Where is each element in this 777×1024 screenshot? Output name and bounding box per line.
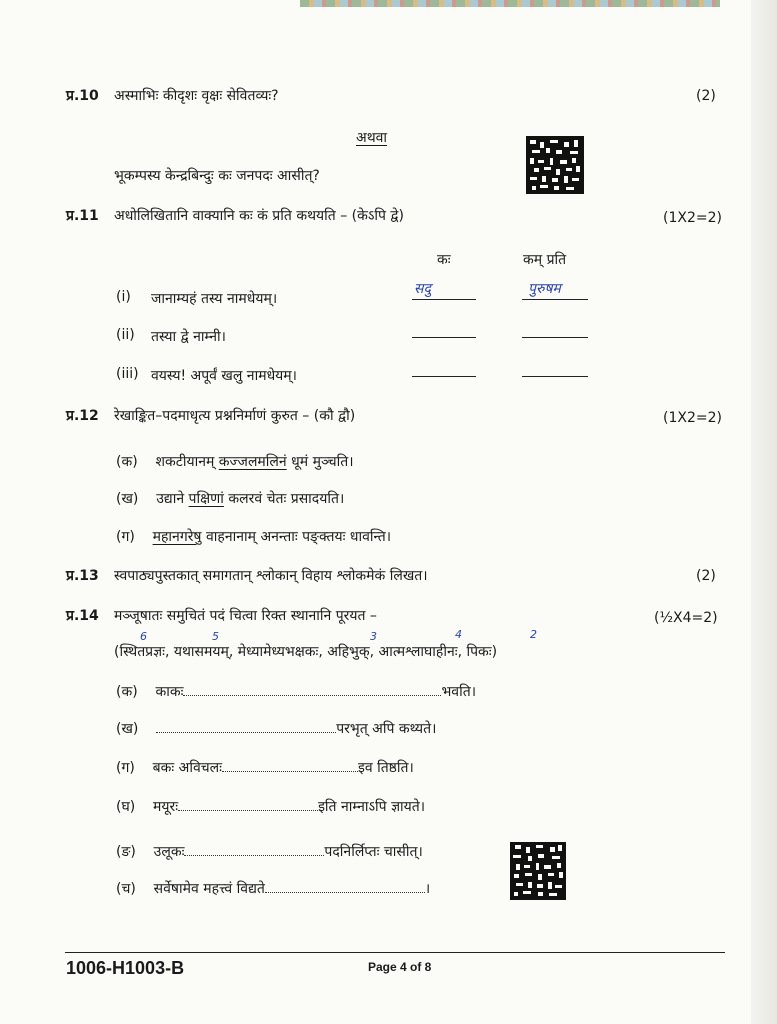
- fill-blank: [183, 683, 441, 696]
- item-pre: उलूकः: [153, 844, 185, 860]
- item-post: कलरवं चेतः प्रसादयति।: [223, 491, 345, 507]
- q11-item-label: (iii): [116, 366, 139, 382]
- item-label: (ख): [116, 721, 139, 737]
- fill-blank: [265, 880, 425, 893]
- item-post: परभृत् अपि कथ्यते।: [336, 721, 437, 737]
- underlined-word: महानगरेषु: [152, 529, 202, 545]
- q14-item: [116, 879, 430, 898]
- item-post: भवति।: [441, 684, 477, 700]
- footer-page-number: Page 4 of 8: [368, 960, 432, 974]
- item-pre: उद्याने: [156, 491, 189, 507]
- q12-item: [116, 489, 344, 508]
- q11-item-text: तस्या द्वे नाम्नी।: [151, 329, 226, 345]
- item-post: पदनिर्लिप्तः चासीत्।: [324, 844, 423, 860]
- item-label: (घ): [116, 799, 136, 815]
- q14-item: [116, 758, 414, 777]
- q11-item-text: जानाम्यहं तस्य नामधेयम्।: [151, 291, 278, 307]
- page-edge-shadow: [751, 0, 777, 1024]
- answer-blank: [522, 299, 588, 300]
- item-label: (ख): [116, 491, 139, 507]
- fill-blank: [184, 843, 324, 856]
- q11-item-label: (ii): [116, 327, 135, 343]
- q14-word-box: (स्थितप्रज्ञः, यथासमयम्, मेध्यामेध्यभक्षकः, अहिभुक्, आत्मश्लाघाहीनः, पिकः): [114, 644, 498, 660]
- item-label: (क): [116, 454, 138, 470]
- q11-number: प्र.11: [66, 208, 99, 224]
- q11-item-text: वयस्य! अपूर्वं खलु नामधेयम्।: [151, 368, 297, 384]
- handwritten-mark: 5: [212, 630, 219, 643]
- answer-blank: [522, 376, 588, 377]
- qr-code-top: [526, 136, 584, 194]
- q11-text: अधोलिखितानि वाक्यानि कः कं प्रति कथयति – (केऽपि द्वे): [114, 208, 404, 224]
- q10-marks: (2): [696, 88, 716, 104]
- q12-number: प्र.12: [66, 408, 99, 424]
- handwritten-mark: 3: [370, 630, 377, 643]
- handwritten-answer: पुरुषम: [528, 281, 561, 297]
- q11-col-ka: कः: [437, 252, 451, 268]
- q10-or-label: अथवा: [356, 130, 388, 146]
- q11-item-label: (i): [116, 289, 131, 305]
- q14-item: [116, 842, 423, 861]
- q14-item: [116, 682, 476, 701]
- fill-blank: [222, 759, 358, 772]
- qr-code-bottom: [510, 842, 566, 900]
- q14-item: [116, 797, 425, 816]
- q12-text: रेखाङ्कित–पदमाधृत्य प्रश्ननिर्माणं कुरुत – (कौ द्वौ): [114, 408, 356, 424]
- q12-item: [116, 452, 354, 471]
- item-pre: काकः: [155, 684, 184, 700]
- footer-paper-code: 1006-H1003-B: [66, 958, 185, 978]
- answer-blank: [522, 337, 588, 338]
- q13-text: स्वपाठ्यपुस्तकात् समागतान् श्लोकान् विहाय श्लोकमेकं लिखत।: [114, 568, 428, 584]
- q14-number: प्र.14: [66, 608, 99, 624]
- q14-marks: (½X4=2): [654, 610, 718, 626]
- answer-blank: [412, 299, 476, 300]
- handwritten-answer: सदु: [414, 281, 431, 297]
- q10-number: प्र.10: [66, 88, 99, 104]
- item-pre: मयूरः: [153, 799, 179, 815]
- q14-text: मञ्जूषातः समुचितं पदं चित्वा रिक्त स्थानानि पूरयत –: [114, 608, 377, 624]
- item-post: इति नाम्नाऽपि ज्ञायते।: [318, 799, 426, 815]
- item-label: (ग): [116, 529, 135, 545]
- q10-alt-text: भूकम्पस्य केन्द्रबिन्दुः कः जनपदः आसीत्?: [114, 168, 320, 184]
- q14-item: [116, 719, 436, 738]
- item-post: ।: [424, 881, 431, 897]
- underlined-word: पक्षिणां: [188, 491, 224, 507]
- item-pre: बकः अविचलः: [152, 760, 222, 776]
- item-label: (ङ): [116, 844, 136, 860]
- item-post: धूमं मुञ्चति।: [286, 454, 354, 470]
- q10-text: अस्माभिः कीदृशः वृक्षः सेवितव्यः?: [114, 88, 279, 104]
- handwritten-mark: 4: [455, 628, 462, 641]
- fill-blank: [178, 798, 318, 811]
- q13-marks: (2): [696, 568, 716, 584]
- item-label: (ग): [116, 760, 135, 776]
- q11-marks: (1X2=2): [663, 210, 722, 226]
- answer-blank: [412, 376, 476, 377]
- footer-divider: [65, 952, 725, 953]
- item-pre: शकटीयानम्: [155, 454, 219, 470]
- fill-blank: [156, 720, 336, 733]
- item-pre: सर्वेषामेव महत्त्वं विद्यते: [153, 881, 265, 897]
- handwritten-mark: 2: [530, 628, 537, 641]
- q11-col-kam-prati: कम् प्रति: [523, 252, 567, 268]
- item-post: वाहनानाम् अनन्ताः पङ्क्तयः धावन्ति।: [201, 529, 392, 545]
- item-label: (च): [116, 881, 136, 897]
- underlined-word: कज्जलमलिनं: [218, 454, 287, 470]
- q13-number: प्र.13: [66, 568, 99, 584]
- q12-item: [116, 527, 391, 546]
- q12-marks: (1X2=2): [663, 410, 722, 426]
- item-post: इव तिष्ठति।: [357, 760, 414, 776]
- top-edge-strip: [300, 0, 720, 7]
- answer-blank: [412, 337, 476, 338]
- item-label: (क): [116, 684, 138, 700]
- handwritten-mark: 6: [140, 630, 147, 643]
